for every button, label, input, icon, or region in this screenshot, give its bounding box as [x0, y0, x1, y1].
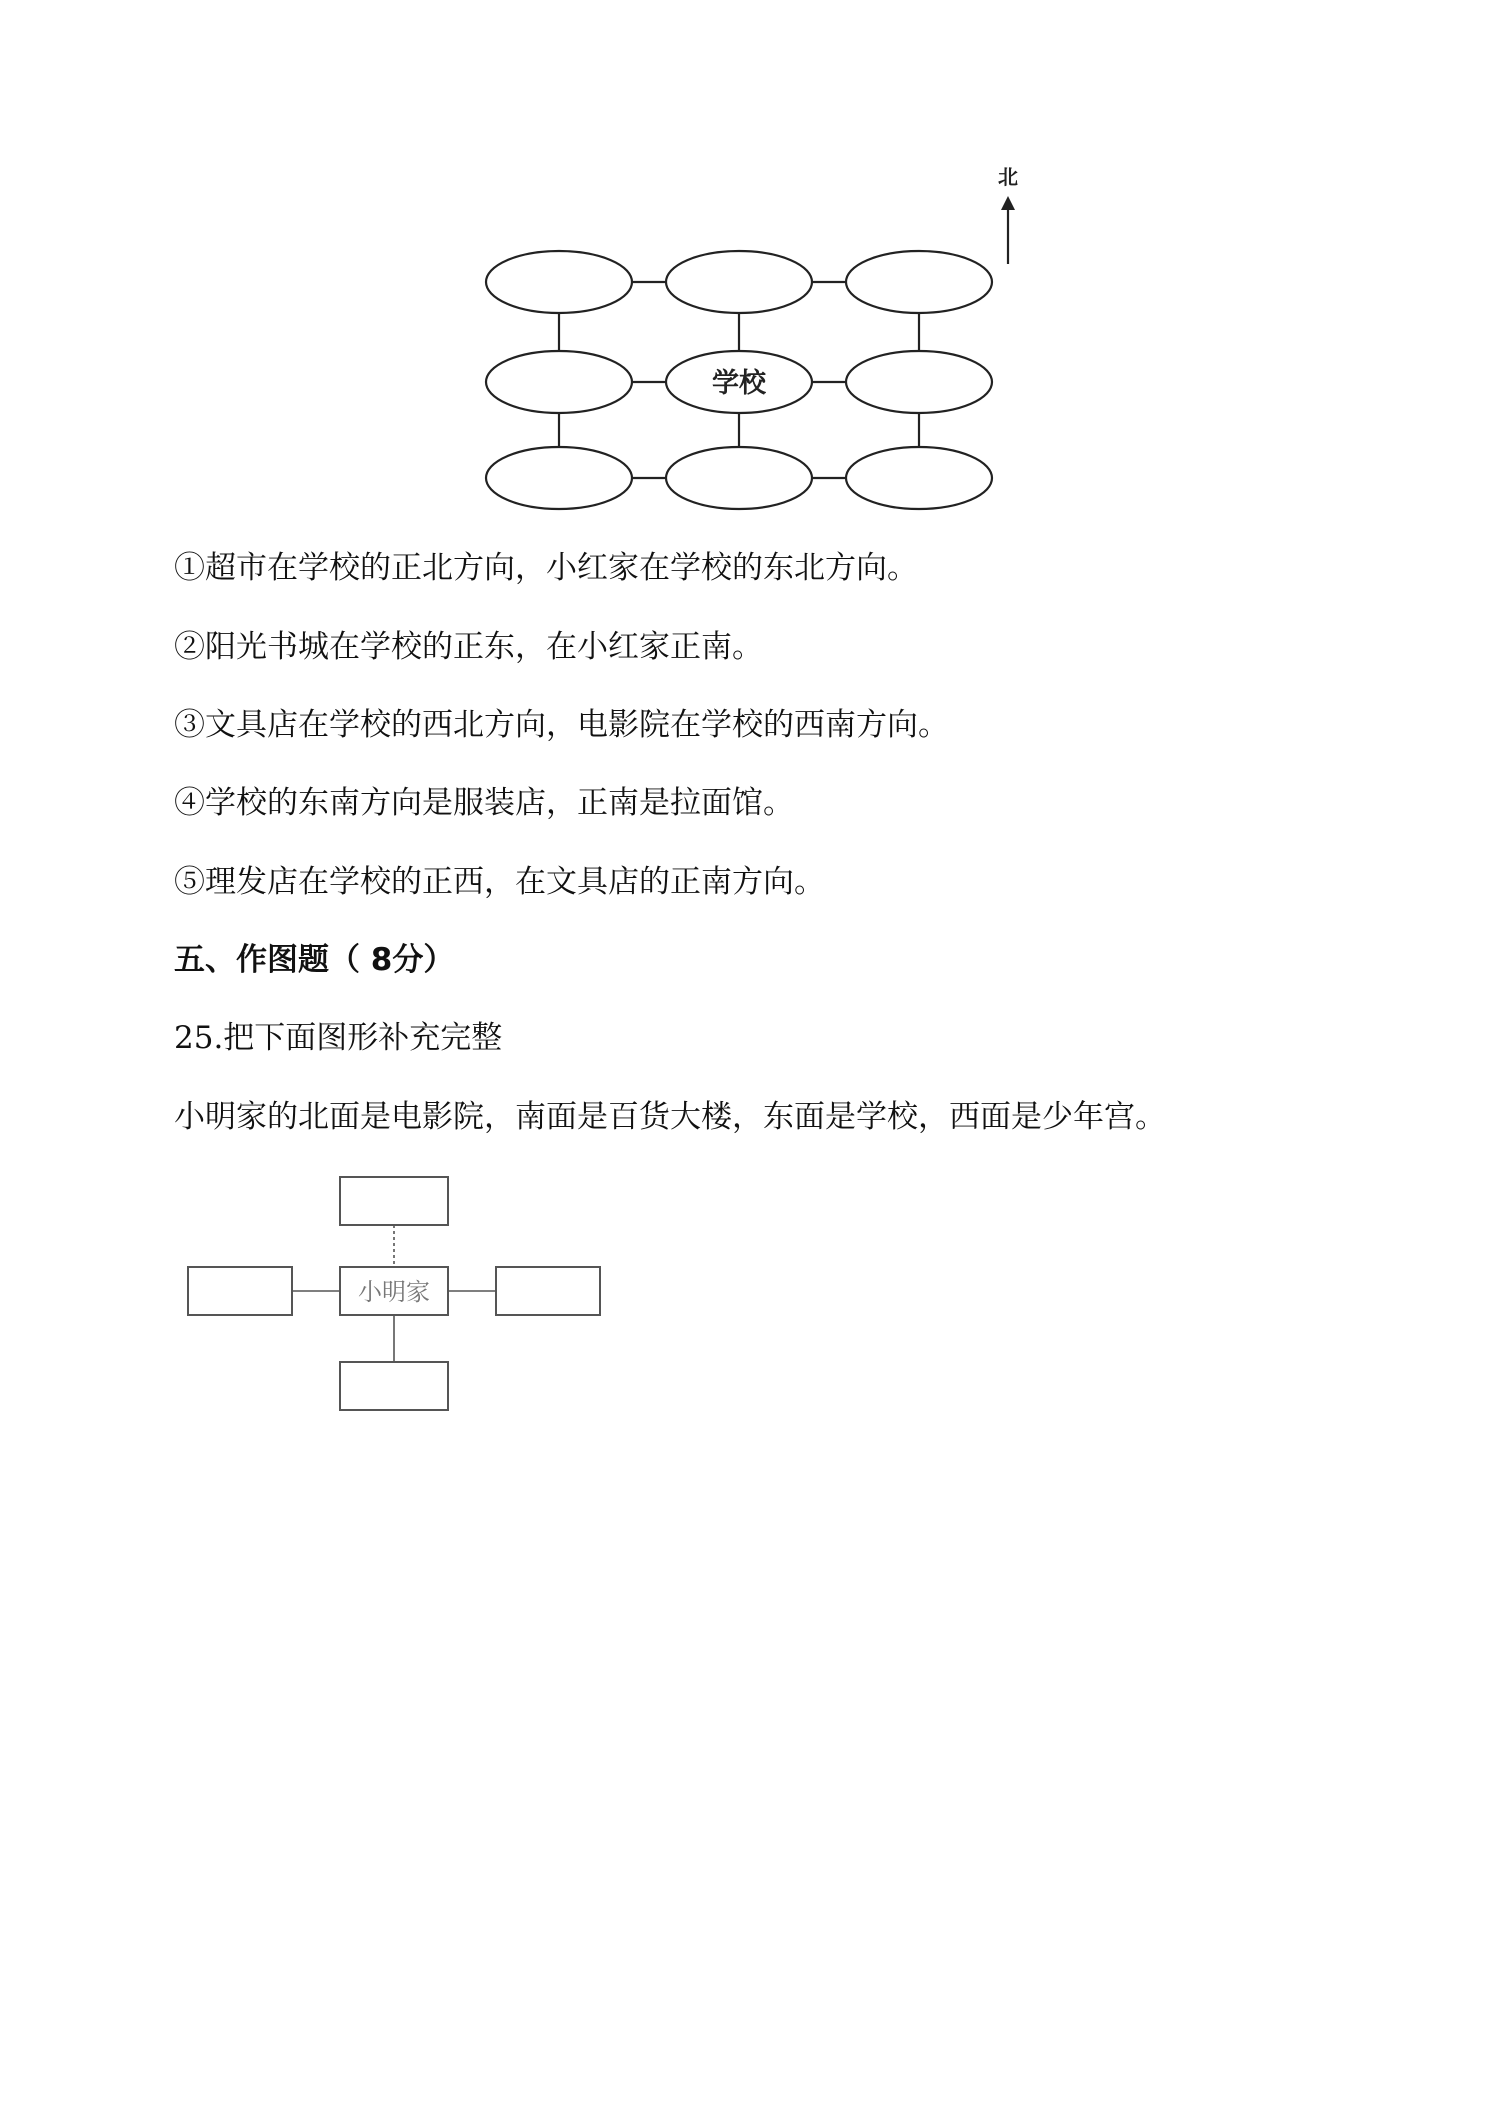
- north-arrow-icon: [1001, 196, 1015, 264]
- north-box: [340, 1177, 448, 1225]
- map-node-s: [666, 447, 812, 509]
- map-node-e: [846, 351, 992, 413]
- statement-5: ⑤理发店在学校的正西，在文具店的正南方向。: [174, 864, 825, 900]
- cross-diagram: [180, 1165, 620, 1425]
- statement-4: ④学校的东南方向是服装店，正南是拉面馆。: [174, 785, 794, 821]
- map-node-ne: [846, 251, 992, 313]
- question-title: 25.把下面图形补充完整: [174, 1020, 503, 1056]
- map-node-se: [846, 447, 992, 509]
- statement-3: ③文具店在学校的西北方向，电影院在学校的西南方向。: [174, 707, 949, 743]
- map-node-sw: [486, 447, 632, 509]
- north-label: 北: [998, 165, 1018, 189]
- west-box: [188, 1267, 292, 1315]
- section-title: 五、作图题（ 8分）: [174, 942, 455, 978]
- question-text: 小明家的北面是电影院，南面是百货大楼，东面是学校，西面是少年宫。: [174, 1099, 1166, 1135]
- statement-2: ②阳光书城在学校的正东，在小红家正南。: [174, 629, 763, 665]
- map-center-label: 学校: [712, 368, 766, 399]
- east-box: [496, 1267, 600, 1315]
- statement-1: ①超市在学校的正北方向，小红家在学校的东北方向。: [174, 550, 918, 586]
- map-node-w: [486, 351, 632, 413]
- south-box: [340, 1362, 448, 1410]
- map-diagram: [470, 160, 1050, 520]
- map-node-nw: [486, 251, 632, 313]
- map-node-n: [666, 251, 812, 313]
- cross-center-label: 小明家: [358, 1278, 430, 1306]
